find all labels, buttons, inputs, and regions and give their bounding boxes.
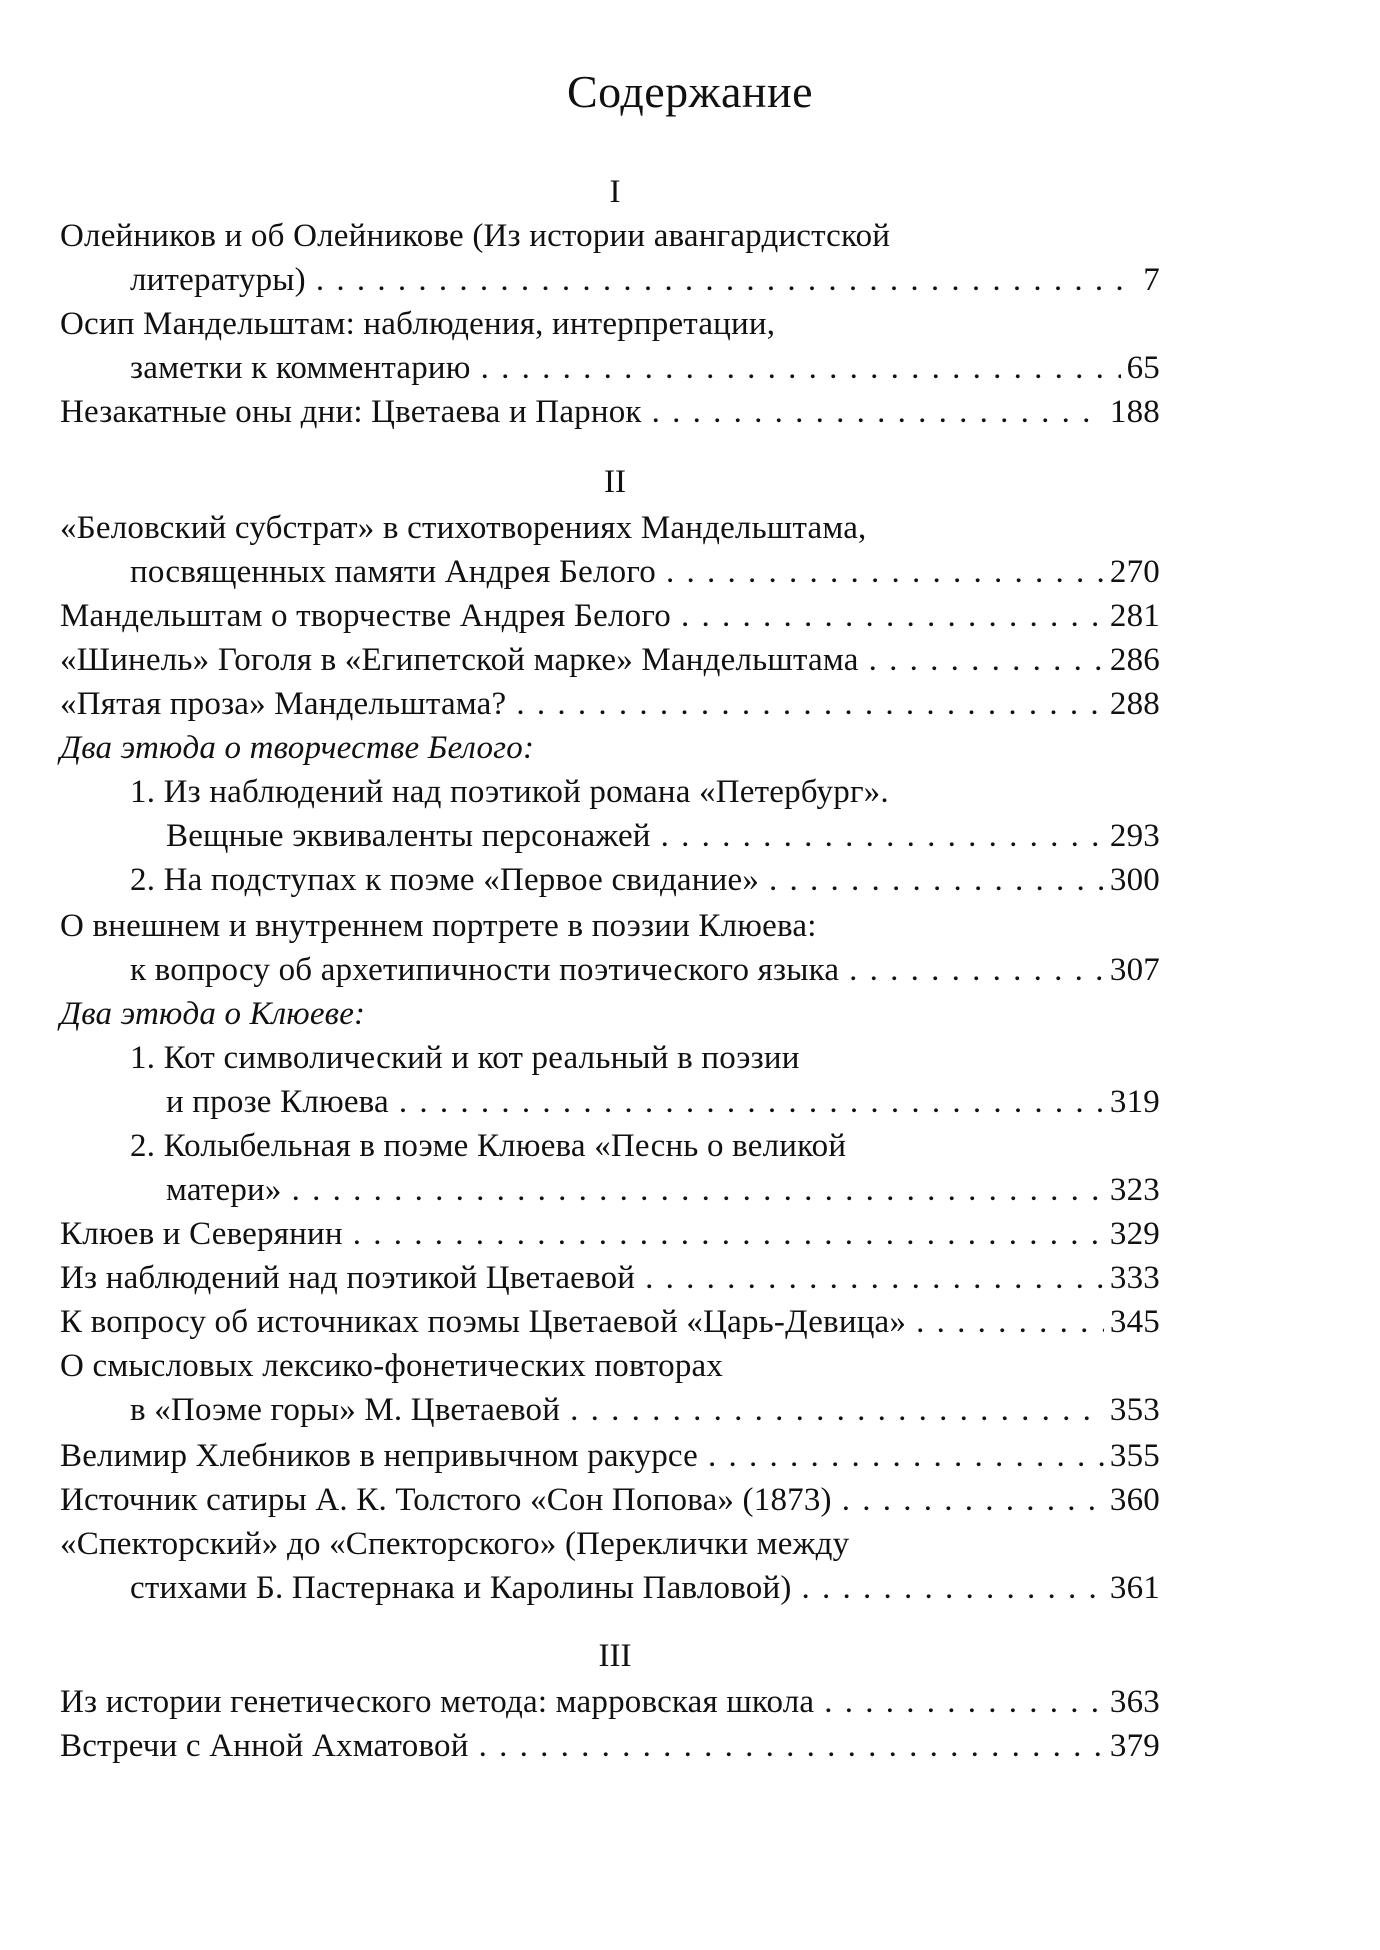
toc-page-number: 288 (1109, 686, 1160, 722)
leader-dots (769, 858, 1104, 902)
leader-dots (516, 682, 1104, 726)
leader-dots (681, 594, 1104, 638)
toc-entry-text: Осип Мандельштам: наблюдения, интерпретации, (60, 306, 776, 342)
toc-entry-text: заметки к комментарию (130, 350, 471, 386)
toc-entry-line (130, 258, 1160, 302)
toc-entry-line (166, 814, 1160, 858)
toc-entry-text: литературы) (130, 262, 306, 298)
toc-entry-line (130, 1566, 1160, 1610)
toc-entry-line (60, 1300, 1160, 1344)
toc-entry-text: К вопросу об источниках поэмы Цветаевой «Царь-Девица» (60, 1304, 907, 1340)
toc-entry-text: 2. На подступах к поэме «Первое свидание» (130, 862, 760, 898)
toc-entry-line (60, 506, 1160, 550)
toc-page-number: 363 (1109, 1684, 1160, 1720)
toc-page-number: 345 (1109, 1304, 1160, 1340)
toc-entry-line (60, 1522, 1160, 1566)
toc-entry-line (60, 1724, 1160, 1768)
toc-subheading-text: Два этюда о творчестве Белого: (60, 730, 535, 766)
leader-dots (849, 948, 1104, 992)
toc-page-number: 270 (1109, 554, 1160, 590)
toc-entry-text: Велимир Хлебников в непривычном ракурсе (60, 1438, 699, 1474)
toc-page-number: 307 (1109, 952, 1160, 988)
leader-dots (570, 1388, 1104, 1432)
toc-entry-text: посвященных памяти Андрея Белого (130, 554, 656, 590)
toc-entry-text: Из наблюдений над поэтикой Цветаевой (60, 1260, 636, 1296)
toc-entry-line (60, 302, 1160, 346)
toc-entry-line (60, 1344, 1160, 1388)
toc-page-number: 65 (1126, 350, 1160, 386)
toc-entry-text: «Шинель» Гоголя в «Египетской марке» Мандельштама (60, 642, 859, 678)
toc-entry-line (60, 1434, 1160, 1478)
toc-page-number: 379 (1109, 1728, 1160, 1764)
toc-entry-text: к вопросу об архетипичности поэтического языка (130, 952, 840, 988)
toc-entry-text: 1. Кот символический и кот реальный в поэзии (130, 1040, 800, 1076)
toc-entry-text: стихами Б. Пастернака и Каролины Павловой) (130, 1570, 792, 1606)
toc-entry-text: Источник сатиры А. К. Толстого «Сон Попова» (1873) (60, 1482, 832, 1518)
toc-page-number: 353 (1109, 1392, 1160, 1428)
toc-entry-line (130, 858, 1160, 902)
toc-page-number: 361 (1109, 1570, 1160, 1606)
toc-page-number: 7 (1143, 262, 1160, 298)
leader-dots (824, 1680, 1104, 1724)
toc-entry-text: Олейников и об Олейникове (Из истории авангардистской (60, 218, 891, 254)
leader-dots (645, 1256, 1104, 1300)
leader-dots (316, 258, 1137, 302)
leader-dots (353, 1212, 1104, 1256)
toc-entry-line (130, 550, 1160, 594)
toc-entry-line (130, 948, 1160, 992)
toc-page-number: 360 (1109, 1482, 1160, 1518)
toc-entry-text: 1. Из наблюдений над поэтикой романа «Петербург». (130, 774, 889, 810)
toc-entry-line (60, 682, 1160, 726)
toc-entry-text: в «Поэме горы» М. Цветаевой (130, 1392, 561, 1428)
toc-entry-text: 2. Колыбельная в поэме Клюева «Песнь о великой (130, 1128, 847, 1164)
toc-page-number: 188 (1109, 394, 1160, 430)
leader-dots (802, 1566, 1104, 1610)
toc-entry-text: «Спекторский» до «Спекторского» (Переклички между (60, 1526, 850, 1562)
toc-entry-line (166, 1080, 1160, 1124)
toc-entry-line (166, 1168, 1160, 1212)
toc-page-number: 319 (1109, 1084, 1160, 1120)
toc-entry-line (60, 904, 1160, 948)
toc-page-number: 323 (1109, 1172, 1160, 1208)
leader-dots (479, 1724, 1104, 1768)
toc-entry-text: Незакатные оны дни: Цветаева и Парнок (60, 394, 642, 430)
toc-page-number: 293 (1109, 818, 1160, 854)
section-numeral-1: I (609, 174, 621, 210)
toc-page-number: 333 (1109, 1260, 1160, 1296)
toc-entry-line (60, 1212, 1160, 1256)
leader-dots (842, 1478, 1104, 1522)
toc-entry-line (130, 1036, 1160, 1080)
toc-entry-line (130, 346, 1160, 390)
toc-entry-text: «Пятая проза» Мандельштама? (60, 686, 507, 722)
toc-entry-text: Встречи с Анной Ахматовой (60, 1728, 469, 1764)
leader-dots (666, 550, 1104, 594)
toc-entry-line (130, 1388, 1160, 1432)
toc-entry-text: Из истории генетического метода: марровская школа (60, 1684, 815, 1720)
leader-dots (399, 1080, 1104, 1124)
toc-entry-line (60, 214, 1160, 258)
toc-entry-text: Клюев и Северянин (60, 1216, 343, 1252)
toc-entry-text: «Беловский субстрат» в стихотворениях Мандельштама, (60, 510, 867, 546)
toc-entry-text: О смысловых лексико-фонетических повторах (60, 1348, 724, 1384)
leader-dots (661, 814, 1104, 858)
section-numeral-3: III (598, 1638, 632, 1674)
toc-entry-line (60, 638, 1160, 682)
toc-page-number: 329 (1109, 1216, 1160, 1252)
leader-dots (652, 390, 1104, 434)
toc-page-number: 300 (1109, 862, 1160, 898)
page-title: Содержание (566, 66, 814, 117)
toc-entry-text: Вещные эквиваленты персонажей (166, 818, 651, 854)
toc-entry-line (130, 1124, 1160, 1168)
toc-entry-line (60, 594, 1160, 638)
toc-entry-text: матери» (166, 1172, 282, 1208)
toc-entry-line (60, 1680, 1160, 1724)
toc-subheading-text: Два этюда о Клюеве: (60, 996, 366, 1032)
toc-page-number: 286 (1109, 642, 1160, 678)
toc-subheading (60, 992, 1160, 1036)
toc-entry-line (60, 1478, 1160, 1522)
leader-dots (916, 1300, 1104, 1344)
toc-subheading (60, 726, 1160, 770)
toc-entry-line (60, 390, 1160, 434)
toc-entry-line (130, 770, 1160, 814)
leader-dots (292, 1168, 1104, 1212)
toc-entry-line (60, 1256, 1160, 1300)
leader-dots (708, 1434, 1104, 1478)
section-numeral-2: II (604, 464, 626, 500)
toc-page-number: 355 (1109, 1438, 1160, 1474)
leader-dots (869, 638, 1104, 682)
toc-page-number: 281 (1109, 598, 1160, 634)
toc-entry-text: О внешнем и внутреннем портрете в поэзии Клюева: (60, 908, 817, 944)
leader-dots (481, 346, 1121, 390)
toc-entry-text: Мандельштам о творчестве Андрея Белого (60, 598, 671, 634)
toc-entry-text: и прозе Клюева (166, 1084, 389, 1120)
